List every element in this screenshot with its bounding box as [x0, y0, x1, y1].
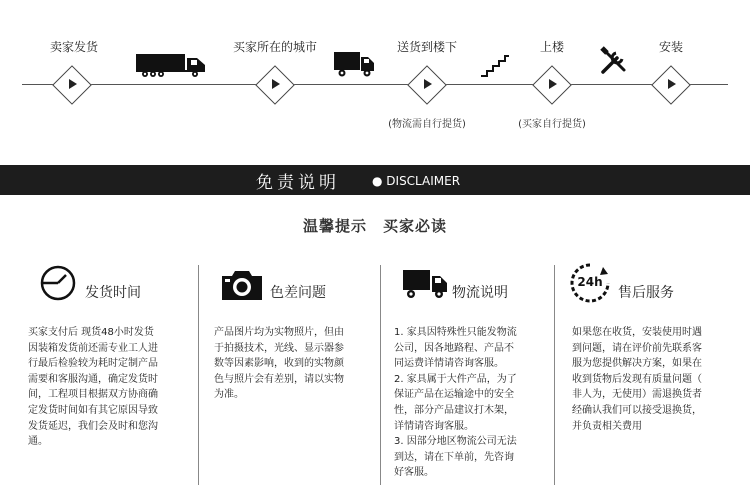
text-line: 因装箱发货前还需专业工人进 [28, 342, 158, 354]
flow-line [22, 84, 728, 85]
text-line: 服为您提供解决方案，如果在 [572, 358, 702, 370]
text-line: 公司，因各地路程、产品不 [394, 342, 514, 354]
text-line: 2. 家具属于大件产品，为了 [394, 373, 517, 385]
text-line: 通。 [28, 436, 48, 448]
col-text-ship-time [28, 325, 188, 450]
text-line: 3. 因部分地区物流公司无法 [394, 436, 517, 448]
text-line: 好客服。 [394, 467, 434, 479]
text-line: 性，部分产品建议打木架， [394, 404, 514, 416]
col-text-logistics [394, 325, 550, 481]
text-line: 保证产品在运输途中的安全 [394, 389, 514, 401]
tools-icon [599, 46, 629, 76]
24h-service-icon [569, 262, 611, 304]
camera-icon [220, 268, 264, 302]
step-label-upstairs: 上楼 [539, 40, 565, 54]
text-line: 到问题，请在评价前先联系客 [572, 342, 702, 354]
text-line: 非人为，无使用）需退换货者 [572, 389, 702, 401]
text-line: 产品图片均为实物照片，但由 [214, 327, 344, 338]
text-line: 详情请咨询客服。 [394, 420, 474, 432]
24h-badge-text: 24h [577, 275, 603, 289]
col-title-color-diff: 色差问题 [270, 285, 326, 301]
text-line: 需要和客服沟通，确定发货时 [28, 373, 158, 385]
text-line: 并负责相关费用 [572, 420, 642, 432]
step-label-install: 安装 [658, 40, 684, 54]
text-line: 间，工程项目根据双方协商确 [28, 389, 158, 401]
column-divider-3 [554, 265, 555, 485]
text-line: 于拍摄技术，光线、显示器参 [214, 342, 344, 354]
tips-heading: 温馨提示 买家必读 [302, 217, 447, 235]
stairs-icon [480, 55, 510, 77]
banner-title: 免责说明 [256, 173, 340, 193]
banner-subtitle: ● DISCLAIMER [372, 174, 461, 188]
clock-icon [39, 264, 79, 302]
step-label-seller-ship: 卖家发货 [49, 40, 99, 54]
text-line: 买家支付后 现货48小时发货 [28, 327, 154, 338]
col-title-after-sales: 售后服务 [618, 285, 674, 301]
delivery-truck-icon [333, 50, 375, 78]
text-line: 经确认我们可以接受退换货， [572, 404, 702, 416]
text-line: 行最后检验较为耗时定制产品 [28, 358, 158, 370]
col-text-after-sales [572, 325, 734, 434]
text-line: 1. 家具因特殊性只能发物流 [394, 327, 517, 338]
text-line: 数等因素影响，收到的实物颜 [214, 358, 344, 370]
col-title-ship-time: 发货时间 [85, 285, 141, 301]
truck-large-icon [135, 52, 207, 78]
col-title-logistics: 物流说明 [452, 285, 508, 301]
col-text-color-diff [214, 325, 374, 403]
step-label-buyer-city: 买家所在的城市 [232, 40, 318, 54]
column-divider-1 [198, 265, 199, 485]
step-note-logistics: (物流需自行提货) [388, 119, 466, 130]
text-line: 到达，请在下单前，先咨询 [394, 451, 514, 463]
column-divider-2 [380, 265, 381, 485]
text-line: 定发货时间如有其它原因导致 [28, 404, 158, 416]
text-line: 同运费详情请咨询客服。 [394, 358, 504, 370]
truck-icon [402, 268, 448, 300]
text-line: 如果您在收货，安装使用时遇 [572, 327, 702, 338]
text-line: 收到货物后发现有质量问题（ [572, 373, 702, 385]
text-line: 为准。 [214, 389, 244, 401]
text-line: 色与照片会有差别，请以实物 [214, 373, 344, 385]
text-line: 发货延迟，我们会及时和您沟 [28, 420, 158, 432]
step-note-self-pickup: (买家自行提货) [518, 119, 586, 130]
step-label-deliver-downstairs: 送货到楼下 [396, 40, 458, 54]
